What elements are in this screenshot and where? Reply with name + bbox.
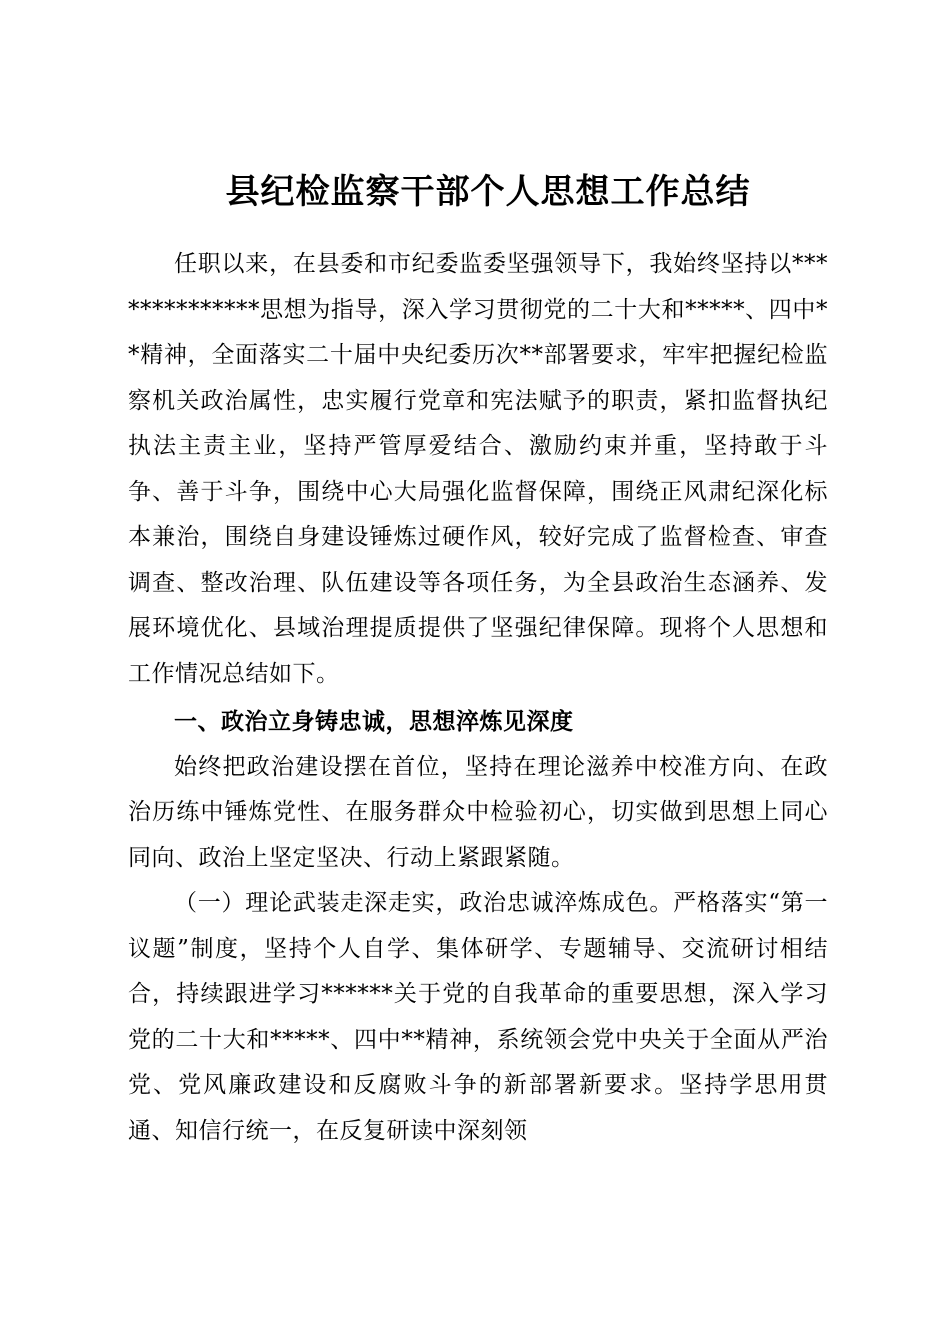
subsection-lead: （一）理论武装走深走实，政治忠诚淬炼成色。 bbox=[174, 890, 674, 916]
section-paragraph: 始终把政治建设摆在首位，坚持在理论滋养中校准方向、在政治历练中锤炼党性、在服务群众中检验初心，切实做到思想上同心同向、政治上坚定坚决、行动上紧跟紧随。 bbox=[128, 753, 828, 871]
document-title: 县纪检监察干部个人思想工作总结 bbox=[225, 172, 751, 212]
subsection-paragraph bbox=[128, 881, 828, 1154]
section-heading: 一、政治立身铸忠诚，思想淬炼见深度 bbox=[174, 708, 574, 735]
document-page bbox=[128, 162, 828, 1154]
intro-paragraph: 任职以来，在县委和市纪委监委坚强领导下，我始终坚持以**************思想为指导，深入学习贯彻党的二十大和*****、四中**精神，全面落实二十届中央纪委历次**部署要求，牢牢把握纪检监察机关政治属性，忠实履行党章和宪法赋予的职责，紧扣监督执纪执法主责主业，坚持严管厚爱结合、激励约束并重，坚持敢于斗争、善于斗争，围绕中心大局强化监督保障，围绕正风肃纪深化标本兼治，围绕自身建设锤炼过硬作风，较好完成了监督检查、审查调查、整改治理、队伍建设等各项任务，为全县政治生态涵养、发展环境优化、县域治理提质提供了坚强纪律保障。现将个人思想和工作情况总结如下。 bbox=[128, 251, 828, 687]
subsection-body: 严格落实“第一议题”制度，坚持个人自学、集体研学、专题辅导、交流研讨相结合，持续跟进学习******关于党的自我革命的重要思想，深入学习党的二十大和*****、四中**精神，系统领会党中央关于全面从严治党、党风廉政建设和反腐败斗争的新部署新要求。坚持学思用贯通、知信行统一，在反复研读中深刻领 bbox=[128, 890, 829, 1144]
